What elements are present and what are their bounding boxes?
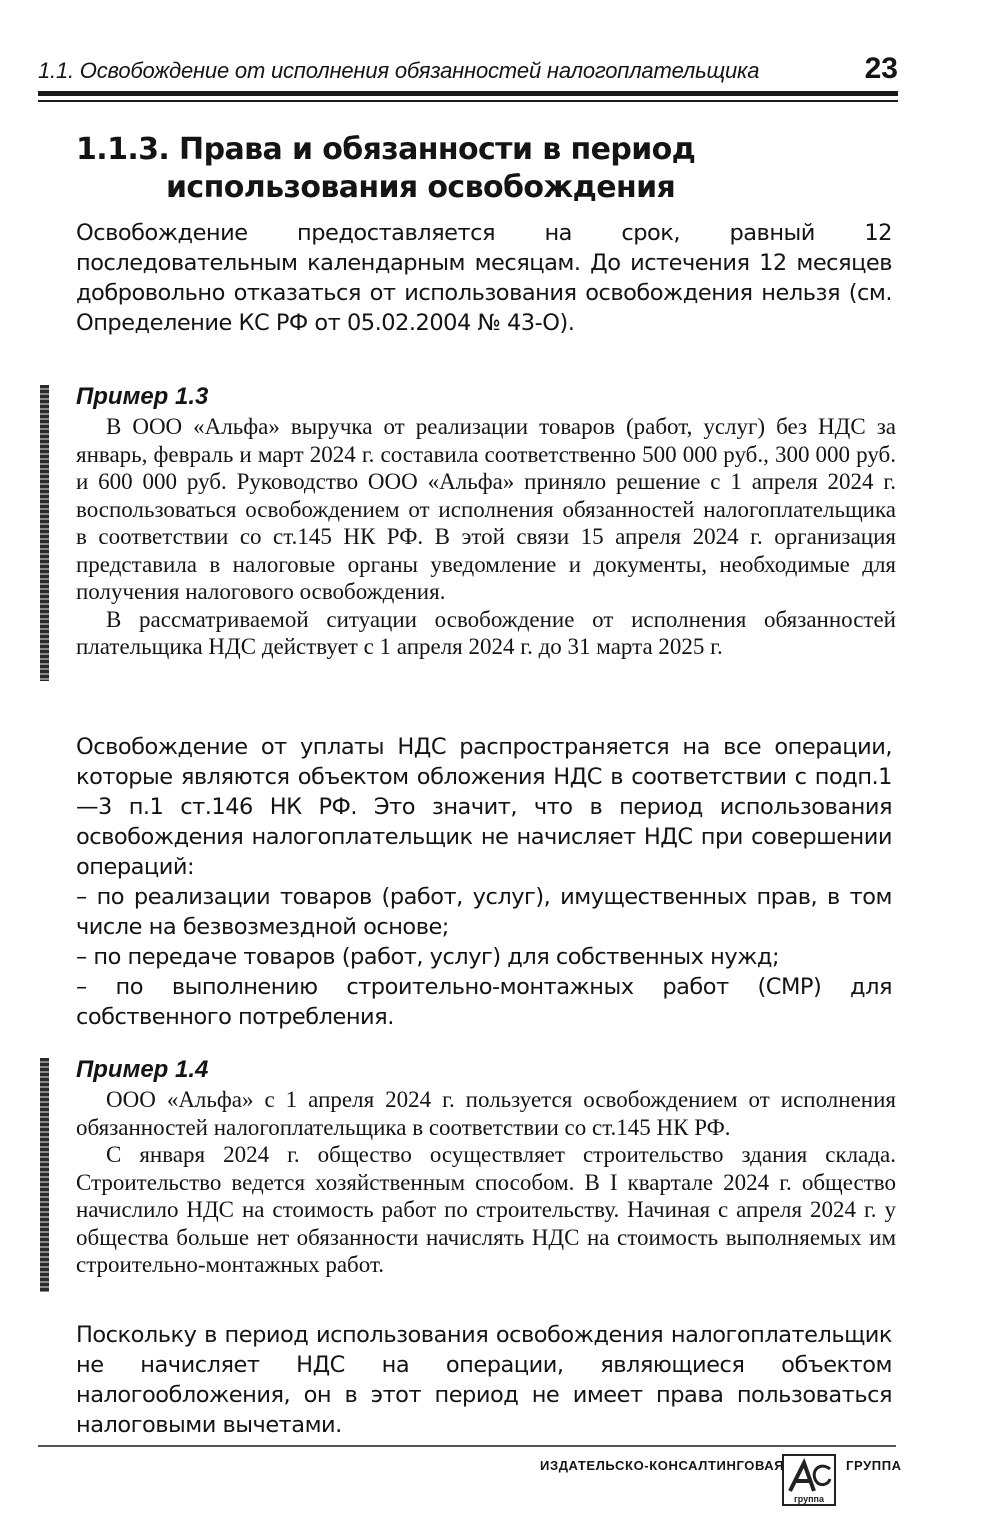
example-paragraph: ООО «Альфа» с 1 апреля 2024 г. пользуется освобождением от исполнения обязанностей налогоплательщика в соответствии со ст.145 НК РФ. — [76, 1087, 896, 1140]
logo-text: группа — [793, 1494, 825, 1504]
example-side-bar — [40, 1058, 49, 1292]
paragraph-operations — [76, 732, 892, 1032]
example-title: Пример 1.4 — [76, 1056, 209, 1083]
list-item: – по передаче товаров (работ, услуг) для собственных нужд; — [76, 944, 780, 970]
example-paragraph: В рассматриваемой ситуации освобождение от исполнения обязанностей плательщика НДС действует с 1 апреля 2024 г. до 31 марта 2025 г. — [76, 606, 896, 659]
list-item: – по выполнению строительно-монтажных работ (СМР) для собственного потребления. — [76, 974, 892, 1030]
publisher-logo-icon — [780, 1449, 838, 1509]
example-body — [76, 413, 896, 661]
header-rule-thick — [38, 91, 898, 96]
example-paragraph: С января 2024 г. общество осуществляет строительство здания склада. Строительство ведется хозяйственным способом. В I квартале 2024 г. общество начислило НДС на стоимость работ по строительству. Начиная с апреля 2024 г. у общества больше нет обязанности начислять НДС на стоимость выполняемых им строительно-монтажных работ. — [76, 1142, 896, 1277]
paragraph-deductions: Поскольку в период использования освобождения налогоплательщик не начисляет НДС на операции, являющиеся объектом налогообложения, он в этот период не имеет права пользоваться налоговыми вычетами. — [76, 1322, 892, 1438]
section-title — [76, 131, 896, 207]
publisher-name-right: ГРУППА — [846, 1458, 902, 1473]
running-header — [38, 54, 898, 94]
example-side-bar — [40, 385, 49, 681]
example-body — [76, 1086, 896, 1279]
example-block-1-4 — [40, 1056, 896, 1292]
footer-rule — [38, 1445, 896, 1447]
example-title: Пример 1.3 — [76, 383, 209, 410]
section-title-line2: использования освобождения — [166, 170, 676, 205]
example-paragraph: В ООО «Альфа» выручка от реализации товаров (работ, услуг) без НДС за январь, февраль и март 2024 г. составила соответственно 500 000 руб., 300 000 руб. и 600 000 руб. Руководство ООО «Альфа» приняло решение с 1 апреля 2024 г. воспользоваться освобождением от исполнения обязанностей налогоплательщика в соответствии со ст.145 НК РФ. В этой связи 15 апреля 2024 г. организация представила в налоговые органы уведомление и документы, необходимые для получения налогового освобождения. — [76, 414, 896, 604]
paragraph-term: Освобождение предоставляется на срок, равный 12 последовательным календарным месяцам. До истечения 12 месяцев добровольно отказаться от использования освобождения нельзя (см. Определение КС РФ от 05.02.2004 № 43-О). — [76, 220, 892, 336]
running-header-title: 1.1. Освобождение от исполнения обязанностей налогоплательщика — [38, 58, 760, 83]
page-number: 23 — [864, 52, 898, 85]
section-title-line1: 1.1.3. Права и обязанности в период — [76, 132, 696, 167]
header-rule-thin — [38, 100, 898, 102]
example-block-1-3 — [40, 383, 896, 681]
paragraph-operations-intro: Освобождение от уплаты НДС распространяется на все операции, которые являются объектом обложения НДС в соответствии с подп.1—3 п.1 ст.146 НК РФ. Это значит, что в период использования освобождения налогоплательщик не начисляет НДС при совершении операций: — [76, 734, 892, 880]
publisher-name-left: ИЗДАТЕЛЬСКО-КОНСАЛТИНГОВАЯ — [540, 1458, 785, 1473]
list-item: – по реализации товаров (работ, услуг), имущественных прав, в том числе на безвозмездной основе; — [76, 884, 892, 940]
